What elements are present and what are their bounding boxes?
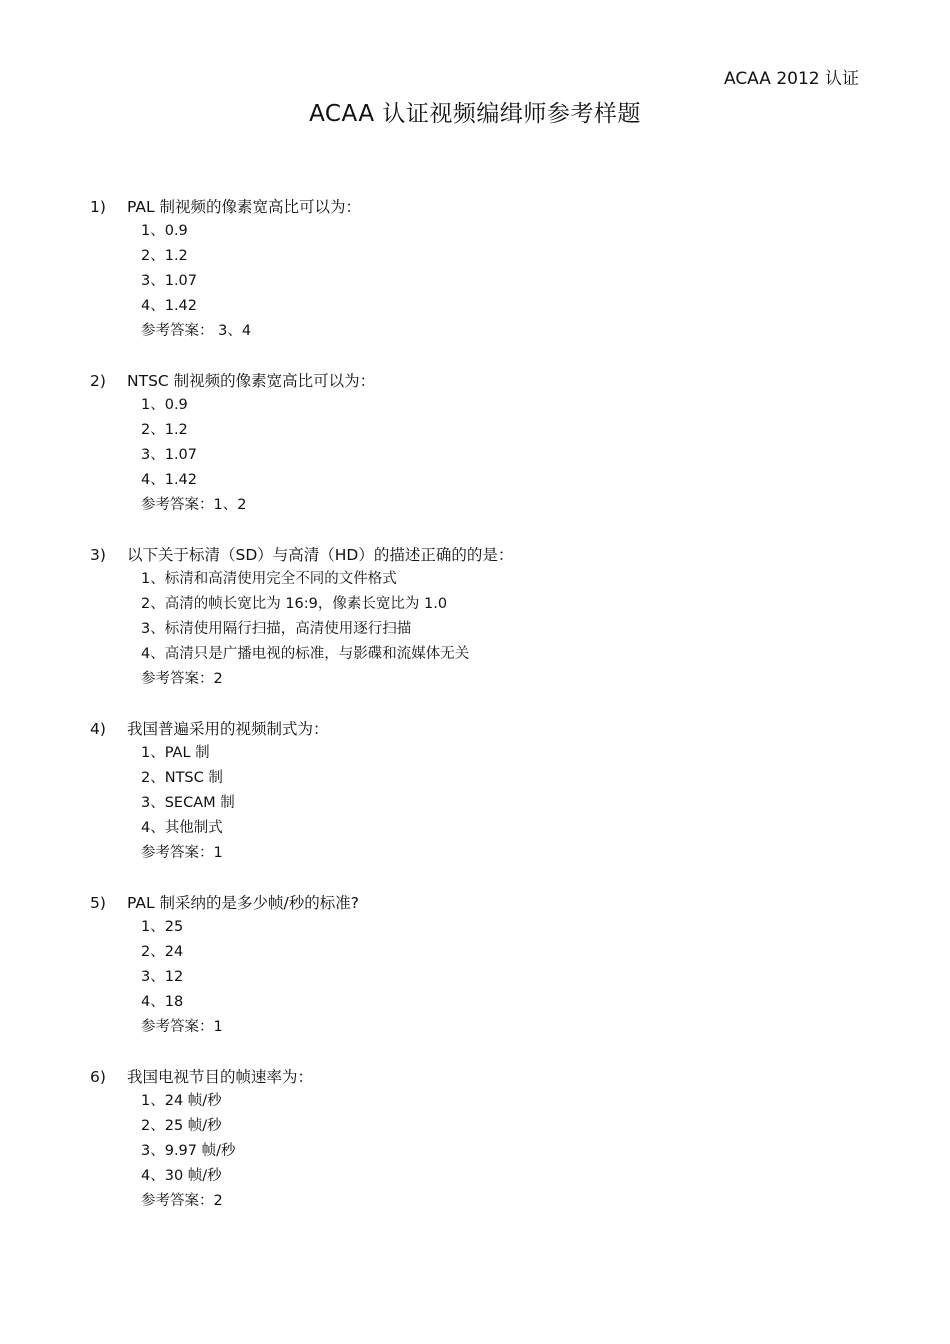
reference-answer: 参考答案：2 xyxy=(141,671,223,687)
reference-answer: 参考答案：1 xyxy=(141,1019,223,1035)
document-title: ACAA 认证视频编缉师参考样题 xyxy=(309,101,641,127)
option: 2、1.2 xyxy=(141,422,188,438)
option: 2、NTSC 制 xyxy=(141,770,223,786)
option: 3、1.07 xyxy=(141,273,198,289)
option: 4、其他制式 xyxy=(141,820,223,836)
question-number: 4) xyxy=(90,720,106,738)
header-right-label: ACAA 2012 认证 xyxy=(723,69,859,89)
option: 4、高清只是广播电视的标准，与影碟和流媒体无关 xyxy=(141,646,470,662)
option: 1、0.9 xyxy=(141,223,188,239)
option: 1、0.9 xyxy=(141,397,188,413)
option: 1、标清和高清使用完全不同的文件格式 xyxy=(141,571,397,587)
question-number: 3) xyxy=(90,546,106,564)
reference-answer: 参考答案： 3、4 xyxy=(141,323,252,339)
question-line xyxy=(90,1065,870,1089)
question-text: PAL 制采纳的是多少帧/秒的标准? xyxy=(127,894,359,912)
question-number: 1) xyxy=(90,198,106,216)
reference-answer: 参考答案：1 xyxy=(141,845,223,861)
option: 4、18 xyxy=(141,994,184,1010)
reference-answer: 参考答案：2 xyxy=(141,1193,223,1209)
reference-answer: 参考答案：1、2 xyxy=(141,497,247,513)
question-text: PAL 制视频的像素宽高比可以为： xyxy=(127,198,362,216)
option: 1、PAL 制 xyxy=(141,745,210,761)
question-text: 我国电视节目的帧速率为： xyxy=(127,1068,314,1086)
question-6 xyxy=(90,1065,870,1214)
option: 4、1.42 xyxy=(141,472,198,488)
question-text: NTSC 制视频的像素宽高比可以为： xyxy=(127,372,376,390)
question-line xyxy=(90,369,870,393)
option: 3、1.07 xyxy=(141,447,198,463)
question-1 xyxy=(90,195,870,344)
option: 4、1.42 xyxy=(141,298,198,314)
option: 4、30 帧/秒 xyxy=(141,1168,222,1184)
question-text: 以下关于标清（SD）与高清（HD）的描述正确的的是： xyxy=(127,546,514,564)
question-line xyxy=(90,717,870,741)
question-number: 2) xyxy=(90,372,106,390)
question-5 xyxy=(90,891,870,1040)
option: 3、标清使用隔行扫描，高清使用逐行扫描 xyxy=(141,621,412,637)
option: 3、9.97 帧/秒 xyxy=(141,1143,236,1159)
question-line xyxy=(90,543,870,567)
option: 3、SECAM 制 xyxy=(141,795,235,811)
question-4 xyxy=(90,717,870,866)
option: 1、25 xyxy=(141,919,184,935)
option: 2、25 帧/秒 xyxy=(141,1118,222,1134)
question-text: 我国普遍采用的视频制式为： xyxy=(127,720,329,738)
option: 2、24 xyxy=(141,944,184,960)
option: 2、1.2 xyxy=(141,248,188,264)
option: 1、24 帧/秒 xyxy=(141,1093,222,1109)
option: 3、12 xyxy=(141,969,184,985)
question-2 xyxy=(90,369,870,518)
question-line xyxy=(90,195,870,219)
question-number: 6) xyxy=(90,1068,106,1086)
question-3 xyxy=(90,543,870,692)
question-line xyxy=(90,891,870,915)
question-number: 5) xyxy=(90,894,106,912)
option: 2、高清的帧长宽比为 16:9，像素长宽比为 1.0 xyxy=(141,596,448,612)
